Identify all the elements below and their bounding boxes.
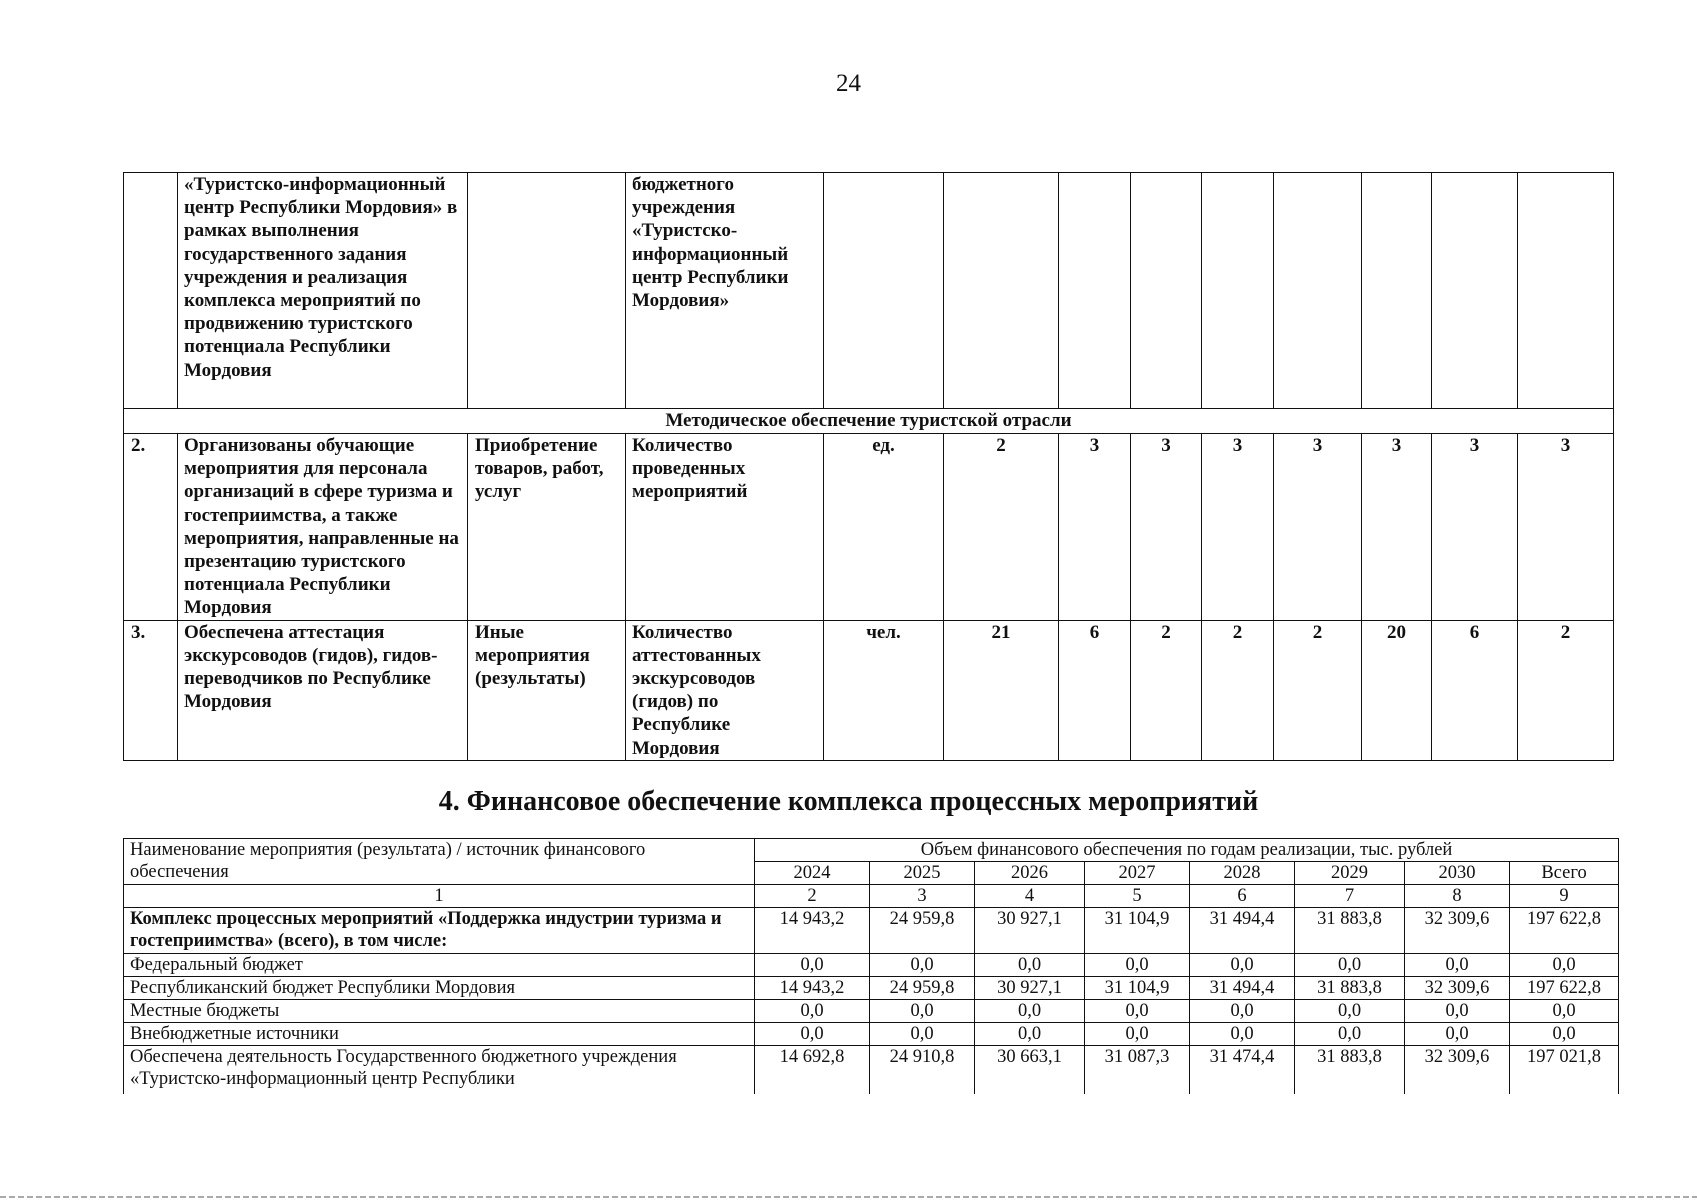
finance-value: 0,0 [1190, 954, 1295, 977]
finance-value: 0,0 [1085, 1023, 1190, 1046]
finance-table [123, 838, 1619, 1094]
row-value: 20 [1362, 620, 1432, 760]
finance-value: 32 309,6 [1405, 1046, 1510, 1094]
table-row [124, 620, 1614, 760]
row-value: 2 [1202, 620, 1274, 760]
finance-value: 0,0 [1510, 1000, 1619, 1023]
finance-value: 0,0 [1510, 1023, 1619, 1046]
finance-value: 14 943,2 [755, 977, 870, 1000]
row-value: 3 [1202, 434, 1274, 621]
scan-edge-line [0, 1196, 1697, 1198]
finance-value: 24 910,8 [870, 1046, 975, 1094]
col-number: 5 [1085, 885, 1190, 908]
col-number-row [124, 885, 1619, 908]
finance-value: 0,0 [1295, 1023, 1405, 1046]
finance-value: 31 883,8 [1295, 1046, 1405, 1094]
finance-value: 24 959,8 [870, 977, 975, 1000]
finance-value: 197 021,8 [1510, 1046, 1619, 1094]
finance-value: 0,0 [1405, 1023, 1510, 1046]
finance-value: 31 104,9 [1085, 977, 1190, 1000]
col-number: 7 [1295, 885, 1405, 908]
finance-row [124, 977, 1619, 1000]
finance-value: 0,0 [1085, 1000, 1190, 1023]
finance-value: 30 927,1 [975, 908, 1085, 954]
finance-row [124, 908, 1619, 954]
finance-value: 31 474,4 [1190, 1046, 1295, 1094]
finance-row [124, 1000, 1619, 1023]
finance-value: 0,0 [1085, 954, 1190, 977]
year-header: 2026 [975, 862, 1085, 885]
finance-value: 0,0 [1190, 1023, 1295, 1046]
finance-value: 31 104,9 [1085, 908, 1190, 954]
finance-value: 31 087,3 [1085, 1046, 1190, 1094]
row-unit: чел. [824, 620, 944, 760]
row-num: 3. [124, 620, 178, 760]
row-description: Организованы обучающие мероприятия для персонала организаций в сфере туризма и гостеприимства, а также мероприятия, направленные на презентацию туристского потенциала Республики Мордовия [178, 434, 468, 621]
section-row [124, 409, 1614, 434]
finance-value: 0,0 [1405, 954, 1510, 977]
year-header: 2030 [1405, 862, 1510, 885]
finance-row-name: Местные бюджеты [124, 1000, 755, 1023]
finance-value: 31 883,8 [1295, 908, 1405, 954]
row-description: Обеспечена аттестация экскурсоводов (гидов), гидов-переводчиков по Республике Мордовия [178, 620, 468, 760]
cell-num [124, 173, 178, 409]
row-type: Иные мероприятия (результаты) [468, 620, 626, 760]
finance-row-name: Федеральный бюджет [124, 954, 755, 977]
row-value: 2 [1274, 620, 1362, 760]
row-num: 2. [124, 434, 178, 621]
col-number: 1 [124, 885, 755, 908]
finance-value: 30 927,1 [975, 977, 1085, 1000]
col-number: 9 [1510, 885, 1619, 908]
finance-value: 24 959,8 [870, 908, 975, 954]
finance-value: 32 309,6 [1405, 908, 1510, 954]
row-value: 3 [1131, 434, 1202, 621]
row-indicator: Количество проведенных мероприятий [626, 434, 824, 621]
finance-value: 0,0 [870, 1000, 975, 1023]
finance-value: 32 309,6 [1405, 977, 1510, 1000]
row-value: 2 [944, 434, 1059, 621]
finance-value: 0,0 [1295, 1000, 1405, 1023]
finance-row-name: Внебюджетные источники [124, 1023, 755, 1046]
cell-description: «Туристско-информационный центр Республики Мордовия» в рамках выполнения государственного задания учреждения и реализация комплекса мероприятий по продвижению туристского потенциала Республики Мордовия [178, 173, 468, 409]
finance-value: 0,0 [975, 1023, 1085, 1046]
finance-row-name: Республиканский бюджет Республики Мордовия [124, 977, 755, 1000]
row-indicator: Количество аттестованных экскурсоводов (гидов) по Республике Мордовия [626, 620, 824, 760]
finance-row-name: Комплекс процессных мероприятий «Поддержка индустрии туризма и гостеприимства» (всего), в том числе: [124, 908, 755, 954]
finance-row-name: Обеспечена деятельность Государственного бюджетного учреждения «Туристско-информационный центр Республики [124, 1046, 755, 1094]
finance-value: 0,0 [755, 954, 870, 977]
row-value: 21 [944, 620, 1059, 760]
header-row [124, 839, 1619, 862]
finance-value: 0,0 [1190, 1000, 1295, 1023]
row-value: 3 [1362, 434, 1432, 621]
year-header: 2028 [1190, 862, 1295, 885]
continuation-row [124, 173, 1614, 409]
finance-row [124, 1023, 1619, 1046]
col-number: 8 [1405, 885, 1510, 908]
finance-value: 30 663,1 [975, 1046, 1085, 1094]
finance-value: 31 494,4 [1190, 977, 1295, 1000]
col-number: 2 [755, 885, 870, 908]
finance-value: 0,0 [755, 1023, 870, 1046]
finance-value: 31 883,8 [1295, 977, 1405, 1000]
year-header: 2029 [1295, 862, 1405, 885]
finance-value: 14 692,8 [755, 1046, 870, 1094]
finance-value: 0,0 [755, 1000, 870, 1023]
col-number: 4 [975, 885, 1085, 908]
row-value: 2 [1518, 620, 1614, 760]
col-number: 3 [870, 885, 975, 908]
section-title: Методическое обеспечение туристской отрасли [124, 409, 1614, 434]
row-type: Приобретение товаров, работ, услуг [468, 434, 626, 621]
col-number: 6 [1190, 885, 1295, 908]
row-unit: ед. [824, 434, 944, 621]
finance-value: 14 943,2 [755, 908, 870, 954]
row-value: 3 [1432, 434, 1518, 621]
finance-value: 0,0 [1510, 954, 1619, 977]
page-number: 24 [836, 70, 861, 97]
finance-value: 0,0 [1405, 1000, 1510, 1023]
header-volume: Объем финансового обеспечения по годам реализации, тыс. рублей [755, 839, 1619, 862]
section-heading: 4. Финансовое обеспечение комплекса процессных мероприятий [438, 786, 1259, 817]
year-header: Всего [1510, 862, 1619, 885]
finance-value: 0,0 [975, 954, 1085, 977]
finance-value: 0,0 [870, 954, 975, 977]
table-row [124, 434, 1614, 621]
row-value: 3 [1274, 434, 1362, 621]
finance-value: 0,0 [975, 1000, 1085, 1023]
finance-value: 0,0 [1295, 954, 1405, 977]
row-value: 2 [1131, 620, 1202, 760]
results-table [123, 172, 1614, 761]
finance-value: 197 622,8 [1510, 977, 1619, 1000]
finance-value: 197 622,8 [1510, 908, 1619, 954]
header-name: Наименование мероприятия (результата) / источник финансового обеспечения [124, 839, 755, 885]
row-value: 3 [1059, 434, 1131, 621]
finance-value: 31 494,4 [1190, 908, 1295, 954]
row-value: 6 [1059, 620, 1131, 760]
finance-row [124, 1046, 1619, 1094]
year-header: 2027 [1085, 862, 1190, 885]
year-header: 2024 [755, 862, 870, 885]
year-header: 2025 [870, 862, 975, 885]
finance-value: 0,0 [870, 1023, 975, 1046]
row-value: 3 [1518, 434, 1614, 621]
finance-row [124, 954, 1619, 977]
row-value: 6 [1432, 620, 1518, 760]
cell-indicator: бюджетного учреждения «Туристско-информационный центр Республики Мордовия» [626, 173, 824, 409]
